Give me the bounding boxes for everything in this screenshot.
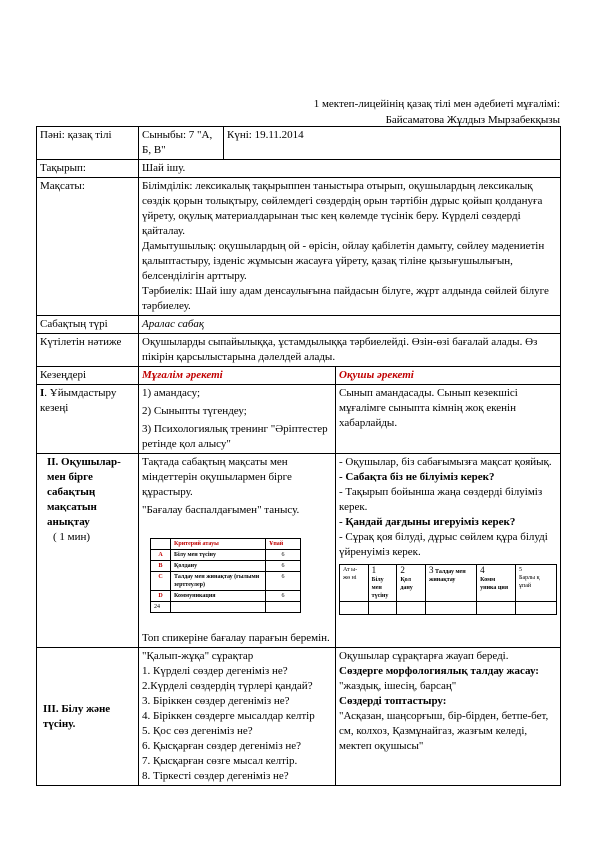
author-block <box>270 96 560 128</box>
stage2-student-p1: - Оқушылар, біз сабағымызға мақсат қояйық. <box>339 456 552 468</box>
criteria-score: 6 <box>266 572 301 591</box>
criteria-head-name: Критерий атауы <box>171 539 266 550</box>
lesson-plan-table <box>36 126 561 786</box>
criteria-table <box>150 538 301 613</box>
stage3-teacher-item: 7. Қысқарған сөзге мысал келтір. <box>142 755 298 767</box>
stage2-student-q1: - Сабақта біз не білуіміз керек? <box>339 471 495 483</box>
topic-value: Шай ішу. <box>139 160 561 178</box>
stage1-title <box>37 385 139 454</box>
stage2-student-p2: - Тақырып бойынша жаңа сөздерді білуіміз керек. <box>339 486 543 513</box>
header-row <box>37 127 561 160</box>
expected-value: Оқушыларды сыпайылыққа, ұстамдылыққа тәрбиелейді. Өзін-өзі бағалай алады. Өз пікірін қарсылыстарына дәлелдей алады. <box>139 334 561 367</box>
stage3-student <box>336 648 561 786</box>
stage3-teacher-item: 4. Біріккен сөздерге мысалдар келтір <box>142 710 315 722</box>
stage2-student <box>336 454 561 648</box>
grid-name-col: Ат ы- жө ні <box>340 565 369 602</box>
goal-educational: Білімділік: лексикалық тақырыппен таныстыра отырып, оқушылардың лексикалық сөздік қорын толықтыру, сөйлемдегі сөздердің орын тәртібін дұрыс қойып қолдануға үйрету, оқулық материалдарынан тыс кең көлемде түсінік беру. Күрделі сөздерді қайталау. <box>142 180 543 237</box>
assessment-grid <box>339 564 557 615</box>
grid-col-2: 2 Қол дану <box>397 565 426 602</box>
stage2-teacher-p1: Тақтада сабақтың мақсаты мен міндеттерін оқушылармен бірге құрастыру. <box>142 456 292 498</box>
stage3-teacher-item: 8. Тіркесті сөздер дегеніміз не? <box>142 770 289 782</box>
criteria-letter: B <box>151 561 171 572</box>
stage3-student-p2: "жаздық, ішесің, барсаң" <box>339 680 457 692</box>
criteria-score: 6 <box>266 550 301 561</box>
stage2-teacher-p2: "Бағалау баспалдағымен" танысу. <box>142 504 300 516</box>
stage2-title: II. Оқушылар-мен бірге сабақтың мақсатын анықтау <box>47 456 121 528</box>
lesson-type-row <box>37 316 561 334</box>
stage3-teacher-item: 1. Күрделі сөздер дегеніміз не? <box>142 665 288 677</box>
stage2-teacher <box>139 454 336 648</box>
criteria-total-row <box>151 602 301 613</box>
expected-label: Күтілетін нәтиже <box>37 334 139 367</box>
stages-label: Кезеңдері <box>37 367 139 385</box>
goals-label: Мақсаты: <box>37 178 139 316</box>
criteria-letter: D <box>151 591 171 602</box>
grid-empty-row <box>340 602 557 615</box>
stage1-row <box>37 385 561 454</box>
stage3-student-p3: "Асқазан, шаңсорғыш, бір-бірден, бетпе-бет, см, колхоз, Қазмұнайгаз, жазғым келеді, мектеп оқушысы" <box>339 710 549 752</box>
criteria-row <box>151 561 301 572</box>
stage2-row <box>37 454 561 648</box>
stage3-student-h2: Сөздерді топтастыру: <box>339 695 447 707</box>
criteria-letter: C <box>151 572 171 591</box>
subject-cell: Пәні: қазақ тілі <box>37 127 139 160</box>
stage2-title-cell <box>37 454 139 648</box>
stage3-teacher-item: 6. Қысқарған сөздер дегеніміз не? <box>142 740 302 752</box>
criteria-name: Қолдану <box>171 561 266 572</box>
stage1-student: Сынып амандасады. Сынып кезекшісі мұғалімге сыныпта кімнің жоқ екенін хабарлайды. <box>336 385 561 454</box>
grid-col-1: 1 Білу мен түсіну <box>368 565 397 602</box>
criteria-score: 6 <box>266 591 301 602</box>
stage3-student-p1: Оқушылар сұрақтарға жауап береді. <box>339 650 509 662</box>
author-position: 1 мектеп-лицейінің қазақ тілі мен әдебиеті мұғалімі: <box>313 98 560 110</box>
stage3-teacher-item: "Қалып-жұқа" сұрақтар <box>142 650 254 662</box>
stage3-student-h1: Сөздерге морфологиялық талдау жасау: <box>339 665 539 677</box>
goals-row <box>37 178 561 316</box>
stage3-teacher <box>139 648 336 786</box>
stage2-student-q2: - Қандай дағдыны игеруіміз керек? <box>339 516 516 528</box>
criteria-letter: A <box>151 550 171 561</box>
stage3-teacher-item: 2.Күрделі сөздердің түрлері қандай? <box>142 680 313 692</box>
criteria-name: Білу мен түсіну <box>171 550 266 561</box>
topic-label: Тақырып: <box>37 160 139 178</box>
stage1-teacher <box>139 385 336 454</box>
criteria-name: Талдау мен жинақтау (ғылыми зерттеулер) <box>171 572 266 591</box>
grid-col-4: 4 Комм уника ция <box>477 565 516 602</box>
stage1-teacher-item: 1) амандасу; <box>142 387 201 399</box>
stage2-time: ( 1 мин) <box>53 531 91 543</box>
teacher-action-header: Мұғалім әрекеті <box>139 367 336 385</box>
criteria-row <box>151 572 301 591</box>
student-action-header: Оқушы әрекеті <box>336 367 561 385</box>
criteria-name: Коммуникация <box>171 591 266 602</box>
stage2-student-p3: - Сұрақ қоя білуді, дұрыс сөйлем құра білуді үйренуіміз керек. <box>339 531 548 558</box>
stage3-teacher-item: 3. Біріккен сөздер дегеніміз не? <box>142 695 290 707</box>
grid-col-5: 5 Барлы қ ұпай <box>516 565 557 602</box>
criteria-head-score: Ұпай <box>266 539 301 550</box>
stage1-num: I <box>40 387 45 399</box>
criteria-total: 24 <box>151 602 171 613</box>
author-name: Байсаматова Жұлдыз Мырзабекқызы <box>385 114 560 126</box>
expected-row <box>37 334 561 367</box>
stage3-row <box>37 648 561 786</box>
stage3-title: III. Білу және түсіну. <box>37 648 139 786</box>
goal-upbringing: Тәрбиелік: Шай ішу адам денсаулығына пайдасын білуге, жұрт алдында сөйлей білуге тәрбиелеу. <box>142 285 549 312</box>
criteria-score: 6 <box>266 561 301 572</box>
grid-col-3: 3 Талдау мен жинақтау <box>425 565 476 602</box>
lesson-type-value: Аралас сабақ <box>139 316 561 334</box>
stage2-teacher-p3: Топ спикеріне бағалау парағын беремін. <box>142 632 330 644</box>
stage3-teacher-item: 5. Қос сөз дегеніміз не? <box>142 725 253 737</box>
lesson-type-label: Сабақтың түрі <box>37 316 139 334</box>
criteria-row <box>151 550 301 561</box>
date-cell: Күні: 19.11.2014 <box>224 127 561 160</box>
goals-value <box>139 178 561 316</box>
topic-row <box>37 160 561 178</box>
criteria-row <box>151 591 301 602</box>
stage1-title-text: . Ұйымдастыру кезеңі <box>40 387 117 414</box>
goal-developmental: Дамытушылық: оқушылардың ой - өрісін, ойлау қабілетін дамыту, сөйлеу мәдениетін қалыптастыру, ізденіс жұмысын жасауға үйрету, қазақ тіліне қызығушылығын, белсенділігін арттыру. <box>142 240 545 282</box>
stages-header-row <box>37 367 561 385</box>
stage1-teacher-item: 2) Сыныпты түгендеу; <box>142 405 247 417</box>
stage1-teacher-item: 3) Психологиялық тренинг "Әріптестер ретінде қол алысу" <box>142 423 328 450</box>
grade-cell: Сыныбы: 7 "А, Б, В" <box>139 127 224 160</box>
